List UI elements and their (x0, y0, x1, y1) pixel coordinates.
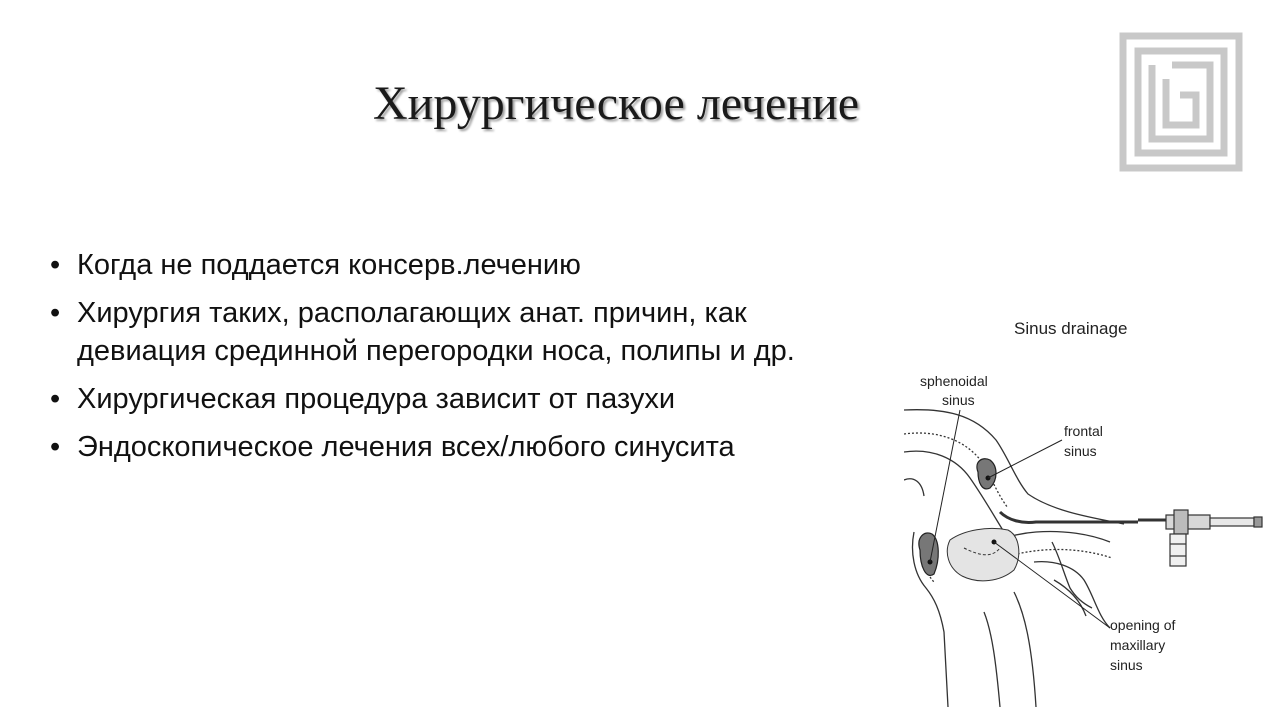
bullet-text: Когда не поддается консерв.лечению (77, 249, 581, 281)
list-item (50, 246, 870, 284)
bullet-list (50, 246, 870, 476)
figure-heading: Sinus drainage (1014, 319, 1128, 338)
bullet-dot: • (50, 383, 61, 415)
label-sphenoidal-line1: sphenoidal (920, 373, 988, 389)
bullet-dot: • (50, 249, 61, 281)
bullet-text: Эндоскопическое лечения всех/любого синусита (77, 431, 735, 463)
slide-title: Хирургическое лечение (373, 77, 859, 130)
label-frontal-line2: sinus (1064, 443, 1097, 459)
list-item (50, 380, 870, 418)
bullet-text: Хирургия таких, располагающих анат. причин, как девиация срединной перегородки носа, полипы и др. (77, 297, 795, 367)
maze-logo-icon (1118, 31, 1244, 173)
frontal-sinus-shape (977, 459, 996, 489)
sphenoidal-sinus-shape (919, 533, 938, 575)
endoscope-instrument (1000, 510, 1262, 566)
label-opening-line3: sinus (1110, 657, 1143, 673)
list-item (50, 428, 870, 466)
sinus-drainage-diagram (904, 312, 1280, 707)
bullet-text: Хирургическая процедура зависит от пазухи (77, 383, 676, 415)
label-opening-line1: opening of (1110, 617, 1176, 633)
list-item (50, 294, 870, 370)
bullet-dot: • (50, 297, 61, 329)
label-sphenoidal-line2: sinus (942, 392, 975, 408)
label-frontal-line1: frontal (1064, 423, 1103, 439)
bullet-dot: • (50, 431, 61, 463)
label-opening-line2: maxillary (1110, 637, 1166, 653)
